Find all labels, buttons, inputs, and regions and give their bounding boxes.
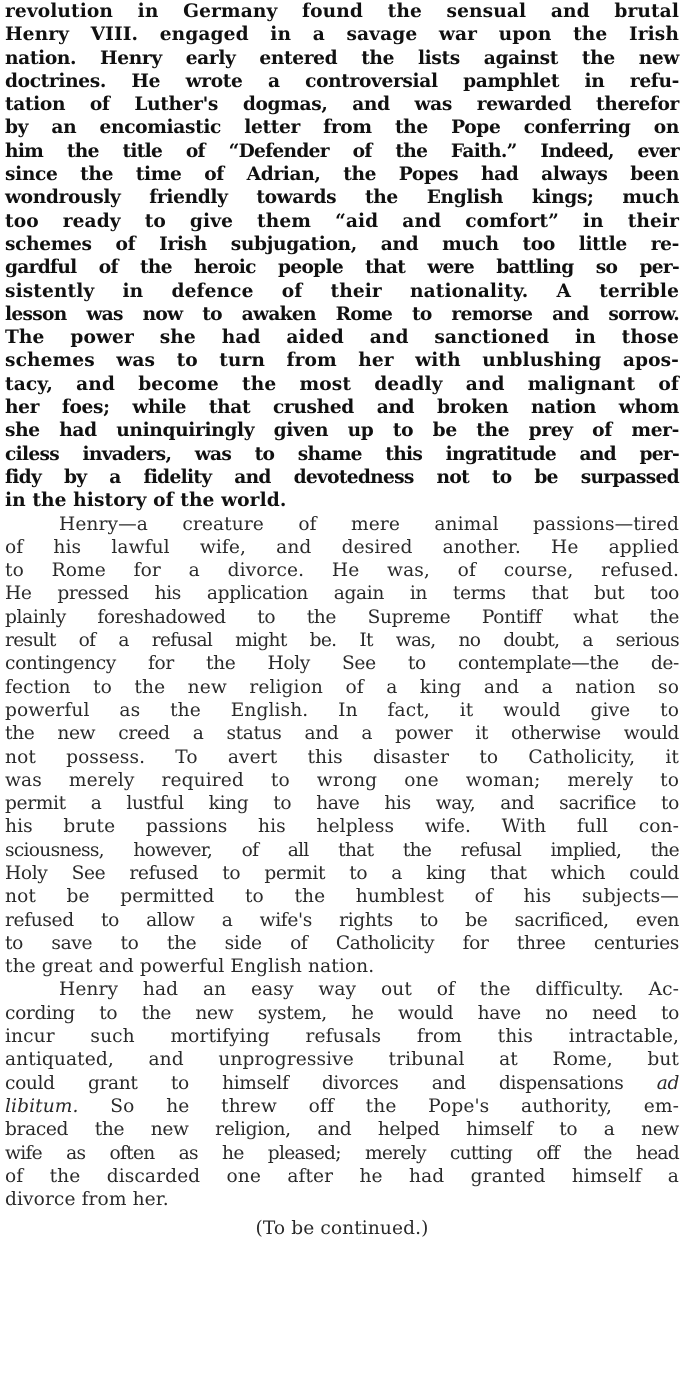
text-line: Holy See refused to permit to a king that which could (5, 862, 679, 884)
text-line: Henry had an easy way out of the difficulty. Ac- (59, 979, 679, 1001)
text-line: she had uninquiringly given up to be the prey of mer- (5, 420, 679, 442)
text-line: He pressed his application again in terms that but too (5, 583, 679, 605)
text-line: sistently in defence of their nationality. A terrible (5, 280, 679, 302)
text-line: nation. Henry early entered the lists against the new (5, 47, 679, 69)
text-line: plainly foreshadowed to the Supreme Pontiff what the (5, 606, 679, 628)
text-line: gardful of the heroic people that were battling so per- (5, 257, 679, 279)
text-line: him the title of “Defender of the Faith.” Indeed, ever (5, 140, 679, 162)
text-line: permit a lustful king to have his way, and sacrifice to (5, 793, 679, 815)
text-line: sciousness, however, of all that the refusal implied, the (5, 839, 679, 861)
text-line: lesson was now to awaken Rome to remorse and sorrow. (5, 303, 679, 325)
text-line: wondrously friendly towards the English kings; much (5, 187, 679, 209)
text-line: contingency for the Holy See to contemplate—the de- (5, 653, 679, 675)
to-be-continued: (To be continued.) (255, 1218, 429, 1240)
text-line: result of a refusal might be. It was, no doubt, a serious (5, 630, 679, 652)
text-line: not be permitted to the humblest of his subjects— (5, 886, 679, 908)
text-line: libitum. So he threw off the Pope's authority, em- (5, 1095, 679, 1117)
text-line: cording to the new system, he would have no need to (5, 1002, 679, 1024)
text-line: to Rome for a divorce. He was, of course, refused. (5, 560, 679, 582)
text-line: was merely required to wrong one woman; merely to (5, 769, 679, 791)
text-line: divorce from her. (5, 1189, 169, 1211)
text-line: schemes was to turn from her with unblushing apos- (5, 350, 679, 372)
text-line: fection to the new religion of a king and a nation so (5, 676, 679, 698)
article-body (5, 0, 679, 1211)
text-line: the new creed a status and a power it otherwise would (5, 723, 679, 745)
text-line: Henry VIII. engaged in a savage war upon the Irish (5, 24, 679, 46)
text-line: refused to allow a wife's rights to be sacrificed, even (5, 909, 679, 931)
article-page (5, 0, 679, 1241)
text-line: fidy by a fidelity and devotedness not to be surpassed (5, 466, 679, 488)
text-line: too ready to give them “aid and comfort” in their (5, 210, 679, 232)
text-line: The power she had aided and sanctioned in those (5, 327, 679, 349)
text-line: schemes of Irish subjugation, and much too little re- (5, 233, 679, 255)
text-line: to save to the side of Catholicity for three centuries (5, 932, 679, 954)
text-line: of the discarded one after he had granted himself a (5, 1165, 679, 1187)
text-line: in the history of the world. (5, 490, 287, 512)
text-line: not possess. To avert this disaster to Catholicity, it (5, 746, 679, 768)
text-line: by an encomiastic letter from the Pope conferring on (5, 117, 679, 139)
text-line: could grant to himself divorces and dispensations ad (5, 1072, 679, 1094)
text-line: incur such mortifying refusals from this intractable, (5, 1026, 679, 1048)
text-line: braced the new religion, and helped himself to a new (5, 1119, 679, 1141)
text-line: revolution in Germany found the sensual and brutal (5, 1, 679, 22)
text-line: ciless invaders, was to shame this ingratitude and per- (5, 443, 679, 465)
text-line: wife as often as he pleased; merely cutting off the head (5, 1142, 679, 1164)
text-line: tacy, and become the most deadly and malignant of (5, 373, 679, 395)
text-line: his brute passions his helpless wife. With full con- (5, 816, 679, 838)
text-line: powerful as the English. In fact, it would give to (5, 699, 679, 721)
text-line: doctrines. He wrote a controversial pamphlet in refu- (5, 70, 679, 92)
text-line: tation of Luther's dogmas, and was rewarded therefor (5, 94, 679, 116)
text-line: of his lawful wife, and desired another. He applied (5, 536, 679, 558)
text-line: the great and powerful English nation. (5, 956, 375, 978)
text-line: her foes; while that crushed and broken nation whom (5, 397, 679, 419)
text-line: since the time of Adrian, the Popes had always been (5, 164, 679, 186)
text-line: Henry—a creature of mere animal passions—tired (59, 513, 679, 535)
text-line: antiquated, and unprogressive tribunal at Rome, but (5, 1049, 679, 1071)
